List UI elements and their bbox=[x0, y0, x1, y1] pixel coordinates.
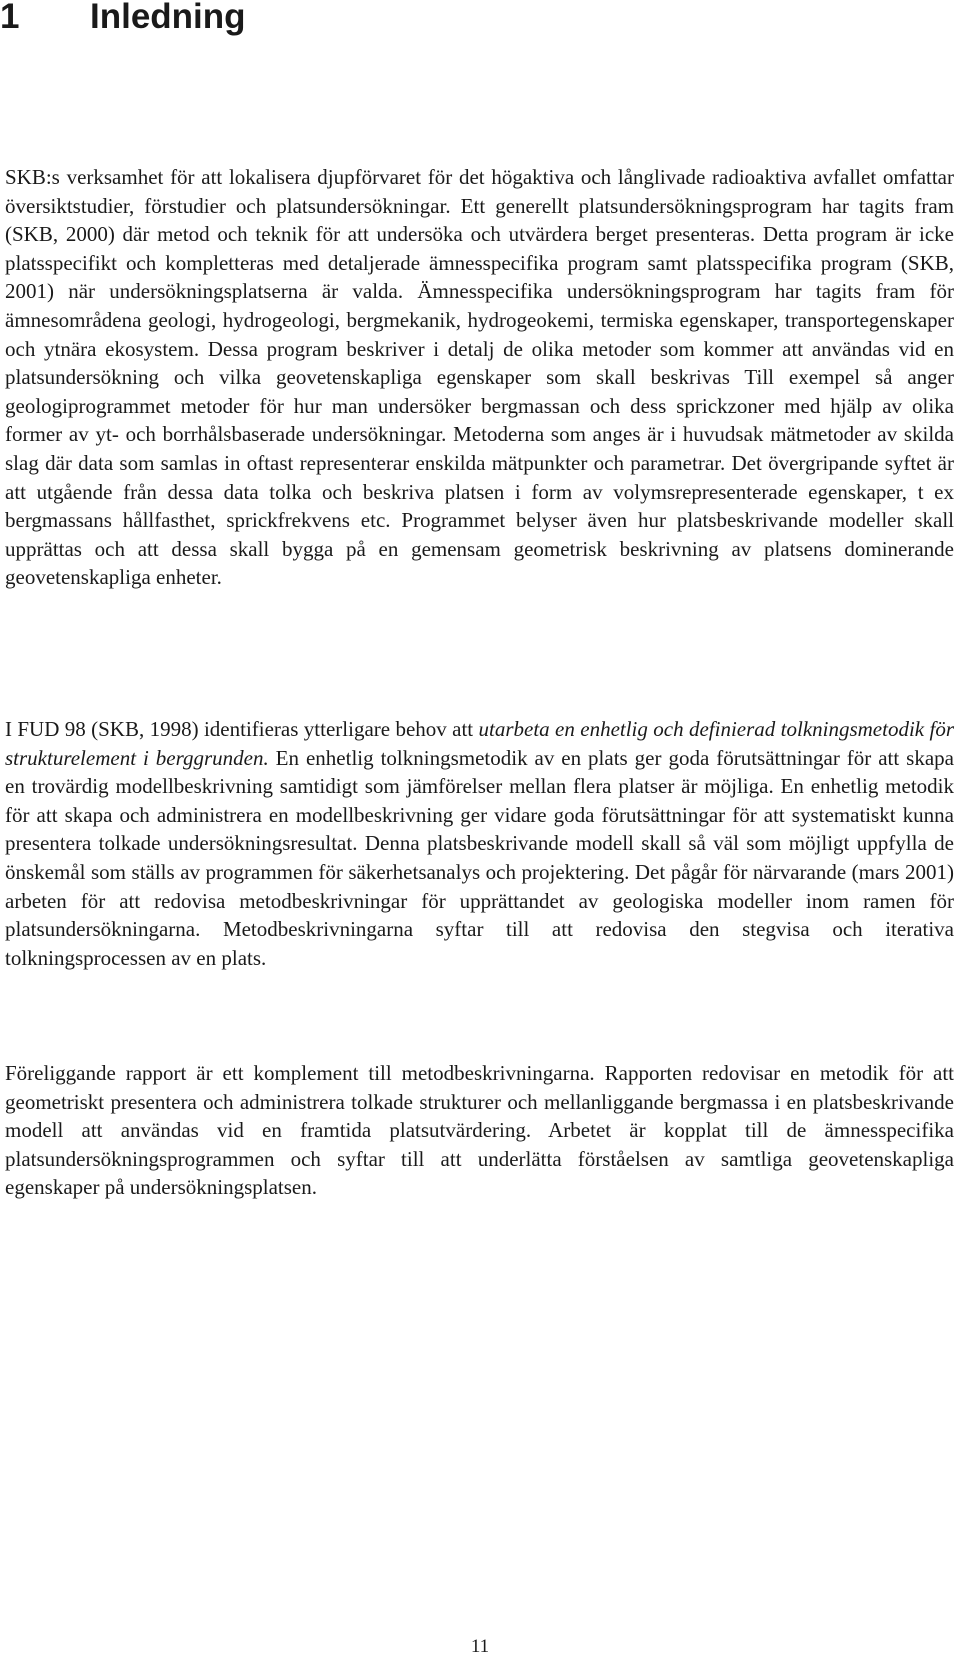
paragraph-text: En enhetlig tolkningsmetodik av en plats ger goda förutsättningar för att skapa en trovärdig modellbeskrivning samtidigt som jämförelser mellan flera platser är möjliga. En enhetlig metodik för att skapa och administrera en modellbeskrivning ger vidare goda förutsättningar för att systematiskt kunna presentera tolkade undersökningsresultat. Denna platsbeskrivande modell skall så väl som möjligt uppfylla de önskemål som ställs av programmen för säkerhetsanalys och projektering. Det pågår för närvarande (mars 2001) arbeten för att redovisa metodbeskrivningar för upprättandet av geologiska modeller inom ramen för platsundersökningarna. Metodbeskrivningarna syftar till att redovisa den stegvisa och iterativa tolkningsprocessen av en plats. bbox=[5, 745, 954, 970]
paragraph: Föreliggande rapport är ett komplement till metodbeskrivningarna. Rapporten redovisar en metodik för att geometriskt presentera och administrera tolkade strukturer och mellanliggande bergmassa i en platsbeskrivande modell att användas vid en framtida platsutvärdering. Arbetet är kopplat till de ämnesspecifika platsundersökningsprogrammen och syftar till att underlätta förståelsen av samtliga geovetenskapliga egenskaper på undersökningsplatsen. bbox=[5, 1061, 954, 1200]
paragraph: SKB:s verksamhet för att lokalisera djupförvaret för det högaktiva och långlivade radioaktiva avfallet omfattar översiktstudier, förstudier och platsundersökningar. Ett generellt platsundersökningsprogram har tagits fram (SKB, 2000) där metod och teknik för att undersöka och utvärdera berget presenteras. Detta program är icke platsspecifikt och kompletteras med detaljerade ämnesspecifika program samt platsspecifika program (SKB, 2001) när undersökningsplatserna är valda. Ämnesspecifika undersökningsprogram har tagits fram för ämnesområdena geologi, hydrogeologi, bergmekanik, hydrogeokemi, termiska egenskaper, transportegenskaper och ytnära ekosystem. Dessa program beskriver i detalj de olika metoder som kommer att användas vid en platsundersökning och vilka geovetenskapliga egenskaper som skall beskrivas Till exempel så anger geologiprogrammet metoder för hur man undersöker bergmassan och dess sprickzoner med hjälp av olika former av yt- och borrhålsbaserade undersökningar. Metoderna som anges är i huvudsak mätmetoder av skilda slag där data som samlas in oftast representerar enskilda mätpunkter och parametrar. Det övergripande syftet är att utgående från dessa data tolka och beskriva platsen i form av volymsrepresenterade egenskaper, t ex bergmassans hållfasthet, sprickfrekvens etc. Programmet belyser även hur platsbeskrivande modeller skall upprättas och att dessa skall bygga på en gemensam geometrisk beskrivning av platsens dominerande geovetenskapliga enheter. bbox=[5, 165, 954, 590]
chapter-heading bbox=[0, 0, 246, 34]
chapter-title: Inledning bbox=[90, 0, 246, 36]
emphasized-text: utarbeta en enhetlig och definierad tolkningsmetodik för strukturelement i berggrunden. bbox=[5, 717, 954, 770]
paragraph-text: I FUD 98 (SKB, 1998) identifieras ytterligare behov att bbox=[5, 717, 479, 741]
page-number: 11 bbox=[470, 1636, 490, 1657]
paragraph bbox=[5, 715, 954, 972]
chapter-number: 1 bbox=[0, 0, 20, 36]
